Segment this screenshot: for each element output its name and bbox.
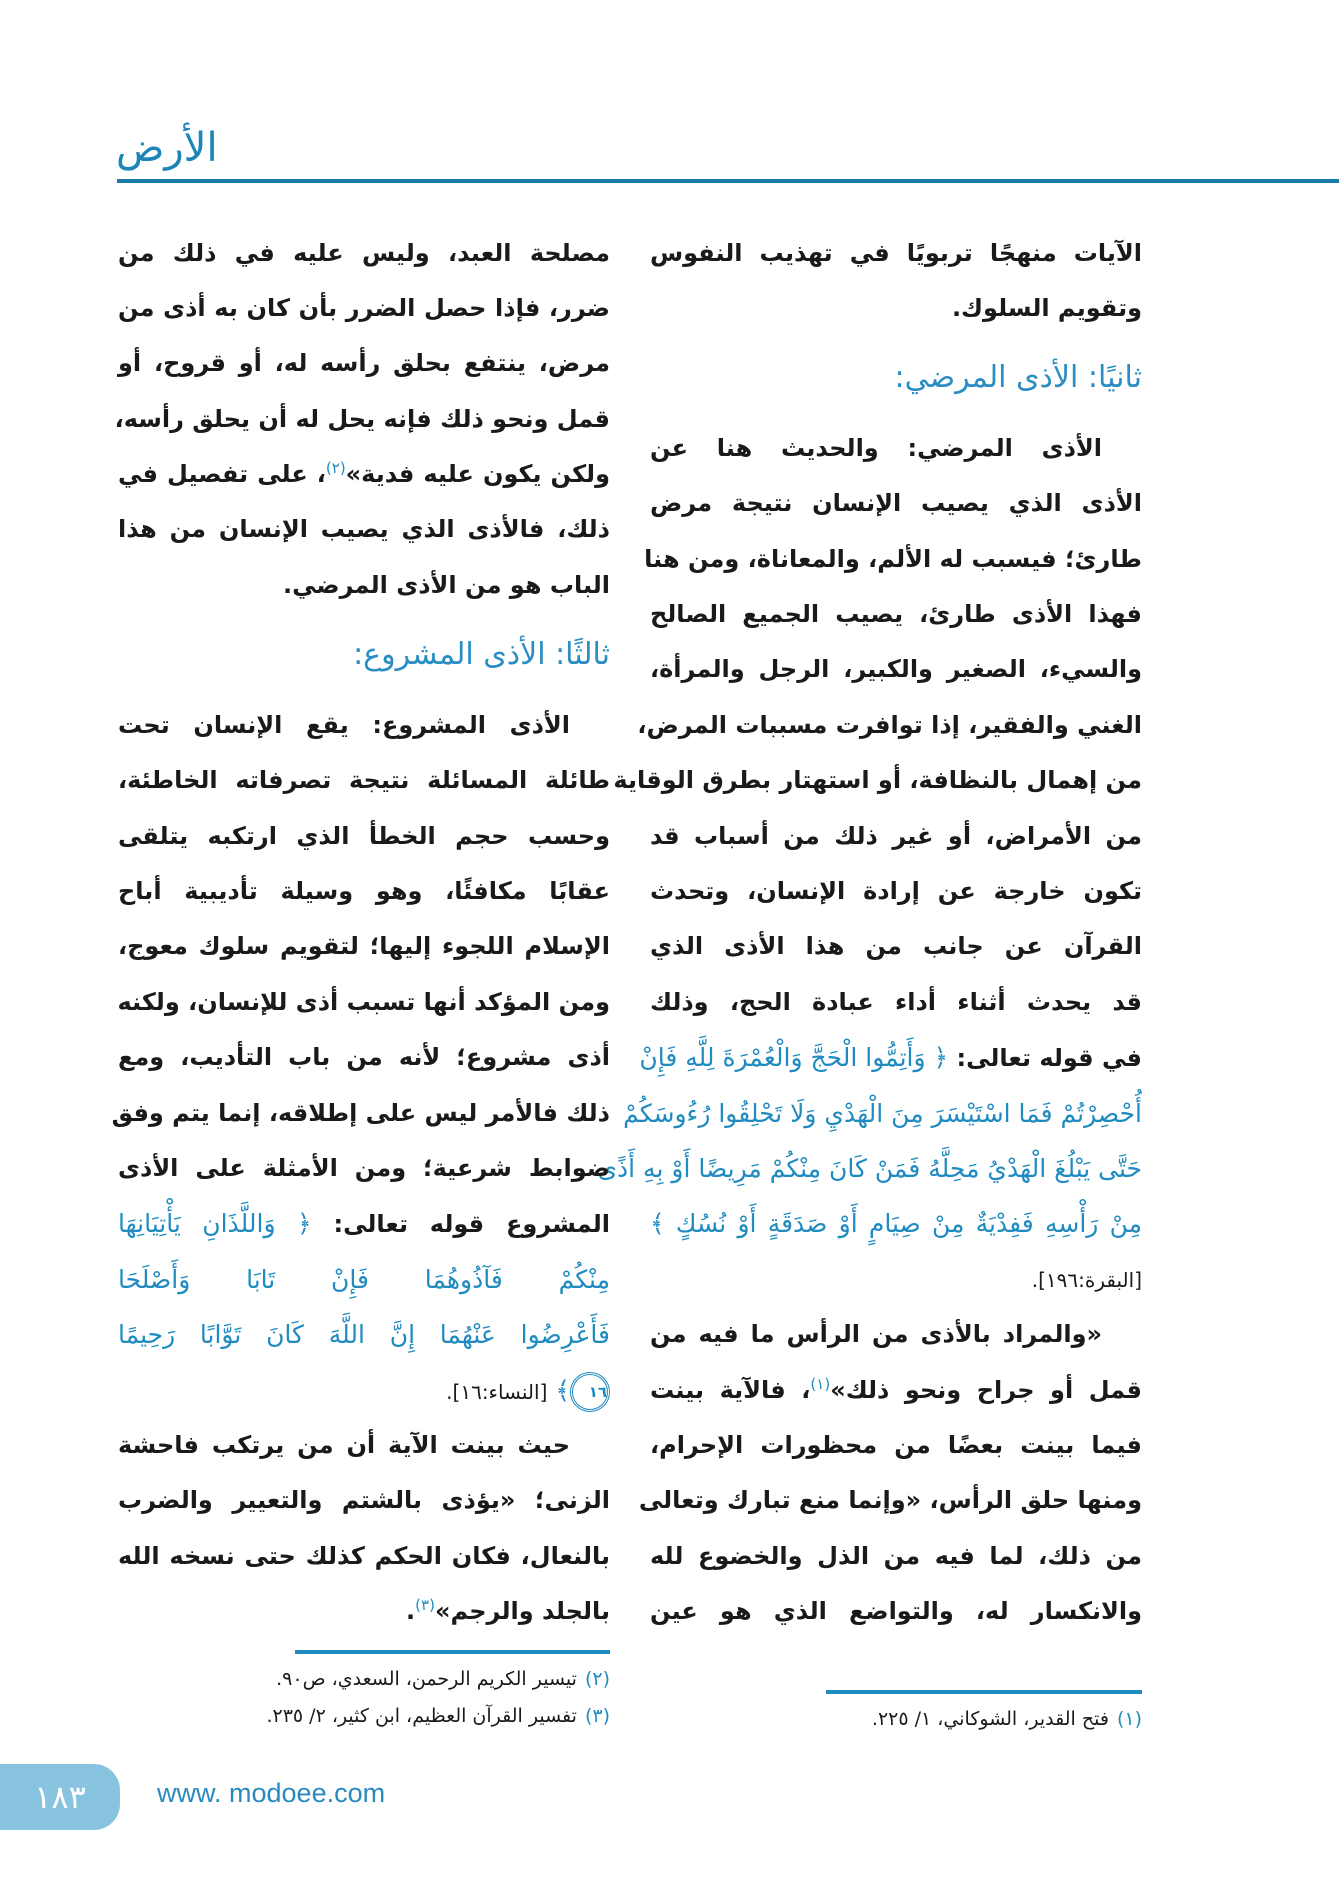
body-text: ثالثًا: الأذى المشروع: [353, 637, 610, 673]
text-line: قد يحدث أثناء أداء عبادة الحج، وذلك [650, 987, 1142, 1016]
body-text: بالجلد والرجم» [434, 1597, 610, 1626]
body-text: ثانيًا: الأذى المرضي: [894, 360, 1142, 396]
chapter-title: الأرض [116, 125, 218, 171]
body-text: حيث بينت الآية أن من يرتكب فاحشة [118, 1430, 570, 1459]
text-line: والانكسار له، والتواضع الذي هو عين [650, 1597, 1142, 1626]
text-line: طائلة المسائلة نتيجة تصرفاته الخاطئة، [118, 766, 610, 795]
text-line: ومن المؤكد أنها تسبب أذى للإنسان، ولكنه [117, 987, 610, 1016]
text-line: عقابًا مكافئًا، وهو وسيلة تأديبية أباح [118, 877, 610, 905]
text-line: ضرر، فإذا حصل الضرر بأن كان به أذى من [118, 293, 610, 322]
text-line: أذى مشروع؛ لأنه من باب التأديب، ومع [118, 1043, 610, 1072]
body-text: وتقويم السلوك. [951, 293, 1142, 322]
body-text: . [406, 1597, 416, 1626]
text-line: قمل ونحو ذلك فإنه يحل له أن يحلق رأسه، [114, 404, 610, 433]
text-line: ذلك فالأمر ليس على إطلاقه، إنما يتم وفق [111, 1098, 610, 1127]
text-line [118, 1196, 610, 1251]
footnote-3 [266, 1705, 610, 1727]
text-line: ضوابط شرعية؛ ومن الأمثلة على الأذى [118, 1153, 610, 1182]
header-divider [117, 179, 1339, 183]
body-text: الأذى المشروع: يقع الإنسان تحت [118, 710, 570, 739]
footnote-reference: (١) [810, 1374, 831, 1393]
verse-citation: [البقرة:١٩٦]. [1031, 1267, 1142, 1292]
text-line [118, 1584, 610, 1639]
footnote-reference: (٢) [325, 459, 346, 478]
footnote-text: تيسير الكريم الرحمن، السعدي، ص٩٠. [276, 1668, 577, 1690]
ayah-number-marker: ١٦ [570, 1372, 610, 1412]
quran-verse: ﴾ [547, 1375, 570, 1405]
text-line [650, 1252, 1142, 1307]
text-line [650, 1196, 1142, 1251]
body-text: ، على تفصيل في [118, 460, 326, 489]
text-line: الإسلام اللجوء إليها؛ لتقويم سلوك معوج، [118, 932, 610, 961]
text-line [118, 558, 610, 613]
footnote-text: فتح القدير، الشوكاني، ١/ ٢٢٥. [871, 1708, 1109, 1730]
text-line: الزنى؛ «يؤذى بالشتم والتعيير والضرب [118, 1486, 610, 1515]
text-line [623, 1086, 1142, 1141]
left-text-column [111, 226, 610, 1640]
footnote-1 [872, 1708, 1142, 1730]
body-text: قمل أو جراح ونحو ذلك» [830, 1375, 1142, 1404]
website-link[interactable]: www. modoee.com [157, 1778, 386, 1808]
text-line: بالنعال، فكان الحكم كذلك حتى نسخه الله [118, 1541, 610, 1570]
text-line: مصلحة العبد، وليس عليه في ذلك من [118, 238, 610, 267]
quran-verse: ﴿ وَأَتِمُّوا الْحَجَّ وَالْعُمْرَةَ لِلَّهِ فَإِنْ [639, 1043, 949, 1073]
text-line: طارئ؛ فيسبب له الألم، والمعاناة، ومن هنا [644, 544, 1142, 573]
footnote-number: (١) [1116, 1708, 1142, 1730]
footnote-reference: (٣) [415, 1596, 435, 1615]
text-line: ومنها حلق الرأس، «وإنما منع تبارك وتعالى [638, 1486, 1142, 1515]
text-line: من إهمال بالنظافة، أو استهتار بطرق الوقاية [613, 766, 1142, 795]
verse-citation: [النساء:١٦]. [446, 1379, 548, 1404]
text-line: مرض، ينتفع بحلق رأسه له، أو قروح، أو [118, 349, 610, 378]
text-line: ذلك، فالأذى الذي يصيب الإنسان من هذا [118, 515, 610, 544]
text-line: والسيء، الصغير والكبير، الرجل والمرأة، [650, 655, 1142, 684]
body-text: ، فالآية بينت [650, 1375, 811, 1404]
text-line [118, 1307, 610, 1362]
footnote-divider-right [826, 1690, 1142, 1694]
text-line: تكون خارجة عن إرادة الإنسان، وتحدث [650, 877, 1142, 905]
quran-verse: حَتَّى يَبْلُغَ الْهَدْيُ مَحِلَّهُ فَمَنْ كَانَ مِنْكُمْ مَرِيضًا أَوْ بِهِ أَذًى [597, 1153, 1142, 1183]
text-line: فيما بينت بعضًا من محظورات الإحرام، [650, 1430, 1142, 1459]
text-line [639, 1030, 1142, 1085]
quran-verse: ﴿ وَاللَّذَانِ يَأْتِيَانِهَا [118, 1209, 312, 1239]
text-line [650, 421, 1142, 476]
quran-verse: أُحْصِرْتُمْ فَمَا اسْتَيْسَرَ مِنَ الْهَدْيِ وَلَا تَحْلِقُوا رُءُوسَكُمْ [623, 1098, 1142, 1128]
text-line [650, 1363, 1142, 1418]
page-number-badge: ١٨٣ [0, 1764, 120, 1830]
text-line [118, 1252, 610, 1307]
body-text: ولكن يكون عليه فدية» [345, 460, 610, 489]
text-line [650, 1307, 1142, 1362]
footnote-number: (٢) [584, 1668, 610, 1690]
text-line [118, 1363, 610, 1418]
text-line: الأذى الذي يصيب الإنسان نتيجة مرض [650, 489, 1142, 518]
quran-verse: مِنْ رَأْسِهِ فَفِدْيَةٌ مِنْ صِيَامٍ أَوْ صَدَقَةٍ أَوْ نُسُكٍ ﴾ [650, 1209, 1142, 1239]
text-line [650, 281, 1142, 336]
text-line: فهذا الأذى طارئ، يصيب الجميع الصالح [650, 600, 1142, 629]
body-text: في قوله تعالى: [948, 1044, 1142, 1073]
text-line [597, 1141, 1142, 1196]
text-line [118, 447, 610, 502]
text-line: وحسب حجم الخطأ الذي ارتكبه يتلقى [118, 821, 610, 850]
footnote-text: تفسير القرآن العظيم، ابن كثير، ٢/ ٢٣٥. [266, 1705, 577, 1727]
section-heading [118, 613, 610, 698]
text-line: الآيات منهجًا تربويًا في تهذيب النفوس [650, 238, 1142, 267]
text-line: من الأمراض، أو غير ذلك من أسباب قد [650, 821, 1142, 850]
quran-verse: فَأَعْرِضُوا عَنْهُمَا إِنَّ اللَّهَ كَانَ تَوَّابًا رَحِيمًا [118, 1320, 610, 1350]
footnote-divider-left [295, 1650, 610, 1654]
footnote-number: (٣) [584, 1705, 610, 1727]
body-text: الأذى المرضي: والحديث هنا عن [650, 433, 1102, 462]
quran-verse: مِنْكُمْ فَآذُوهُمَا فَإِنْ تَابَا وَأَصْلَحَا [118, 1264, 610, 1294]
body-text: «والمراد بالأذى من الرأس ما فيه من [650, 1320, 1102, 1349]
section-heading [650, 336, 1142, 421]
body-text: الباب هو من الأذى المرضي. [283, 570, 610, 599]
body-text: المشروع قوله تعالى: [311, 1210, 610, 1239]
text-line: القرآن عن جانب من هذا الأذى الذي [650, 932, 1142, 961]
footnote-2 [276, 1668, 610, 1690]
text-line [118, 698, 610, 753]
text-line: من ذلك، لما فيه من الذل والخضوع لله [650, 1541, 1142, 1570]
text-line [118, 1418, 610, 1473]
text-line: الغني والفقير، إذا توافرت مسببات المرض، [637, 710, 1142, 739]
